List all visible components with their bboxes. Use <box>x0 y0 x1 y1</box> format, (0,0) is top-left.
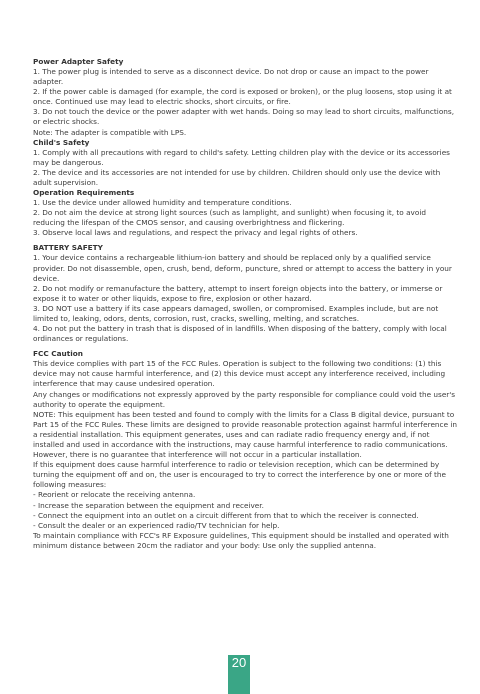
paragraph: This device complies with part 15 of the FCC Rules. Operation is subject to the following two conditions: (1) this device may not cause harmful interference, and (2) this device must accept any interference received, including interference that may cause undesired operation. <box>33 359 446 389</box>
paragraph: 3. Do not touch the device or the power adapter with wet hands. Doing so may lead to short circuits, malfunctions, or electric shocks. <box>33 107 455 127</box>
paragraph: Note: The adapter is compatible with LPS. <box>33 127 187 137</box>
paragraph: 1. Your device contains a rechargeable lithium-ion battery and should be replaced only by a qualified service provider. Do not disassemble, open, crush, bend, deform, puncture, shred or attempt to access the battery in your device. <box>33 253 452 283</box>
document-body <box>33 57 460 551</box>
page-number: 20 <box>228 655 250 694</box>
paragraph: If this equipment does cause harmful interference to radio or television reception, which can be determined by turning the equipment off and on, the user is encouraged to try to correct the interference by one or more of the following measures: <box>33 460 446 490</box>
paragraph: 3. Observe local laws and regulations, and respect the privacy and legal rights of others. <box>33 228 358 238</box>
paragraph: 1. The power plug is intended to serve as a disconnect device. Do not drop or cause an impact to the power adapter. <box>33 67 429 87</box>
paragraph: - Connect the equipment into an outlet on a circuit different from that to which the receiver is connected. <box>33 510 419 520</box>
paragraph: 2. Do not aim the device at strong light sources (such as lamplight, and sunlight) when focusing it, to avoid reducing the lifespan of the CMOS sensor, and causing overbrightness and flickering. <box>33 208 426 228</box>
paragraph: - Reorient or relocate the receiving antenna. <box>33 490 196 500</box>
section-title-childs-safety: Child's Safety <box>33 137 90 147</box>
paragraph: 4. Do not put the battery in trash that is disposed of in landfills. When disposing of the battery, comply with local ordinances or regulations. <box>33 324 447 344</box>
section-title-battery-safety: BATTERY SAFETY <box>33 243 103 253</box>
section-title-fcc-caution: FCC Caution <box>33 349 83 359</box>
paragraph: To maintain compliance with FCC's RF Exposure guidelines, This equipment should be installed and operated with minimum distance between 20cm the radiator and your body: Use only the supplied antenna. <box>33 530 449 550</box>
paragraph: - Increase the separation between the equipment and receiver. <box>33 500 264 510</box>
section-title-operation-requirements: Operation Requirements <box>33 188 135 198</box>
paragraph: 2. The device and its accessories are not intended for use by children. Children should only use the device with adult supervision. <box>33 167 441 187</box>
paragraph: Any changes or modifications not expressly approved by the party responsible for compliance could void the user's authority to operate the equipment. <box>33 389 456 409</box>
section-title-power-adapter-safety: Power Adapter Safety <box>33 57 124 66</box>
paragraph: 1. Use the device under allowed humidity and temperature conditions. <box>33 198 292 208</box>
paragraph: 2. Do not modify or remanufacture the battery, attempt to insert foreign objects into the battery, or immerse or expose it to water or other liquids, expose to fire, explosion or other hazard. <box>33 283 443 303</box>
paragraph: 1. Comply with all precautions with regard to child's safety. Letting children play with the device or its accessories may be dangerous. <box>33 147 450 167</box>
paragraph: 2. If the power cable is damaged (for example, the cord is exposed or broken), or the plug loosens, stop using it at once. Continued use may lead to electric shocks, short circuits, or fire. <box>33 87 452 107</box>
paragraph: 3. DO NOT use a battery if its case appears damaged, swollen, or compromised. Examples include, but are not limited to, leaking, odors, dents, corrosion, rust, cracks, swelling, melting, and scratches. <box>33 303 439 323</box>
paragraph: NOTE: This equipment has been tested and found to comply with the limits for a Class B digital device, pursuant to Part 15 of the FCC Rules. These limits are designed to provide reasonable protection against harmful interference in a residential installation. This equipment generates, uses and can radiate radio frequency energy and, if not installed and used in accordance with the instructions, may cause harmful interference to radio communications. However, there is no guarantee that interference will not occur in a particular installation. <box>33 409 458 460</box>
paragraph: - Consult the dealer or an experienced radio/TV technician for help. <box>33 520 280 530</box>
